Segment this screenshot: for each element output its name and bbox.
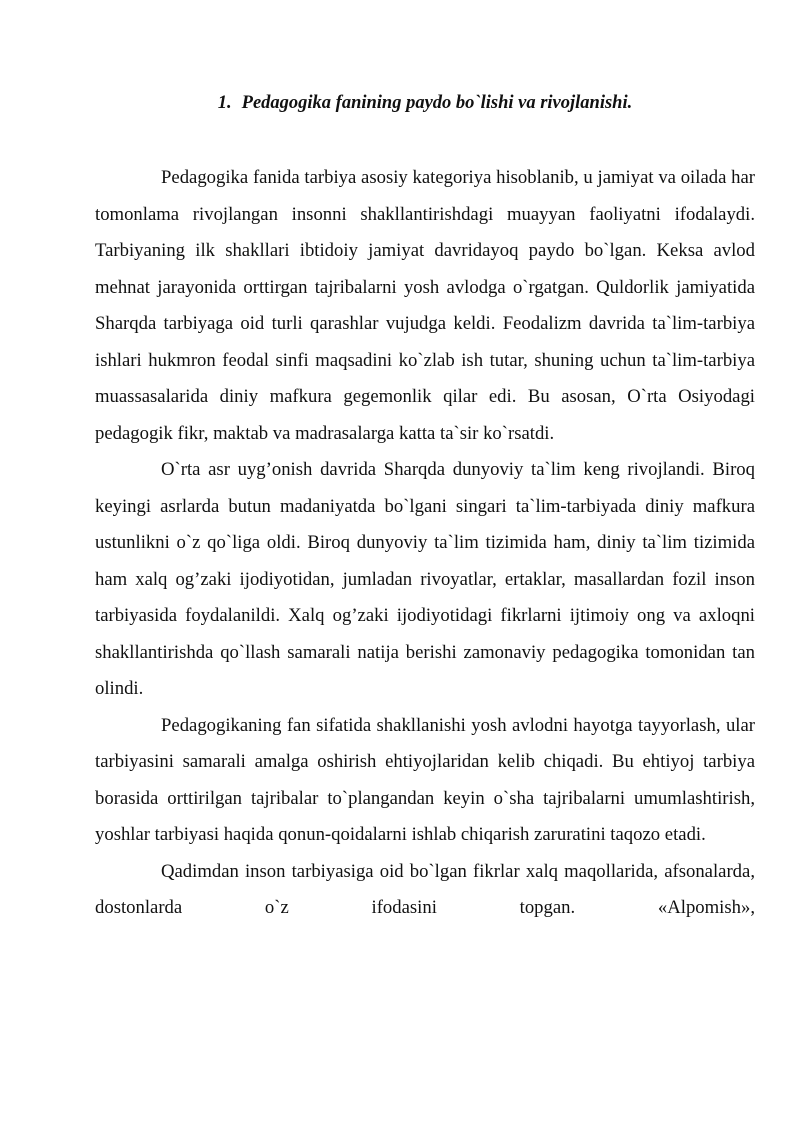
section-title: Pedagogika fanining paydo bo`lishi va rivojlanishi. <box>241 93 633 113</box>
paragraph-1: Pedagogika fanida tarbiya asosiy kategoriya hisoblanib, u jamiyat va oilada har tomonlama rivojlangan insonni shakllantirishdagi muayyan faoliyatni ifodalaydi. Tarbiyaning ilk shakllari ibtidoiy jamiyat davridayoq paydo bo`lgan. Keksa avlod mehnat jarayonida orttirgan tajribalarni yosh avlodga o`rgatgan. Quldorlik jamiyatida Sharqda tarbiyaga oid turli qarashlar vujudga keldi. Feodalizm davrida ta`lim-tarbiya ishlari hukmron feodal sinfi maqsadini ko`zlab ish tutar, shuning uchun ta`lim-tarbiya muassasalarida diniy mafkura gegemonlik qilar edi. Bu asosan, O`rta Osiyodagi pedagogik fikr, maktab va madrasalarga katta ta`sir ko`rsatdi. <box>95 167 755 444</box>
paragraph-3: Pedagogikaning fan sifatida shakllanishi yosh avlodni hayotga tayyorlash, ular tarbiyasini samarali amalga oshirish ehtiyojlaridan kelib chiqadi. Bu ehtiyoj tarbiya borasida orttirilgan tajribalar to`plangandan keyin o`sha tajribalarni umumlashtirish, yoshlar tarbiyasi haqida qonun-qoidalarni ishlab chiqarish zaruratini taqozo etadi. <box>95 714 755 845</box>
paragraph-2: O`rta asr uyg’onish davrida Sharqda dunyoviy ta`lim keng rivojlandi. Biroq keyingi asrlarda butun madaniyatda bo`lgani singari ta`lim-tarbiyada diniy mafkura ustunlikni o`z qo`liga oldi. Biroq dunyoviy ta`lim tizimida ham, diniy ta`lim tizimida ham xalq og’zaki ijodiyotidan, jumladan rivoyatlar, ertaklar, masallardan fozil inson tarbiyasida foydalanildi. Xalq og’zaki ijodiyotidagi fikrlarni ijtimoiy ong va axloqni shakllantirishda qo`llash samarali natija berishi zamonaviy pedagogika tomonidan tan olindi. <box>95 459 755 699</box>
section-heading <box>95 90 755 116</box>
document-body <box>95 160 755 927</box>
paragraph-4: Qadimdan inson tarbiyasiga oid bo`lgan fikrlar xalq maqollarida, afsonalarda, dostonlarda o`z ifodasini topgan. «Alpomish», <box>95 860 755 918</box>
section-number: 1. <box>217 93 232 113</box>
